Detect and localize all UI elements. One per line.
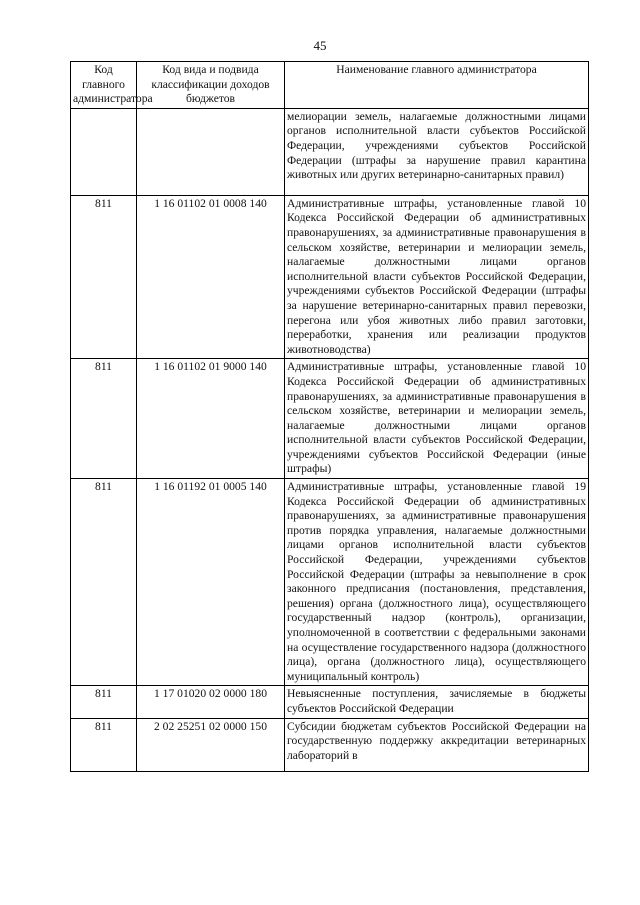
admin-code-cell: 811 xyxy=(71,479,137,686)
admin-name-cell: мелиорации земель, налагаемые должностными лицами органов исполнительной власти субъектов Российской Федерации, учреждениями субъектов Российской Федерации (штрафы за нарушение правил карантина животных или других ветеринарно-санитарных правил) xyxy=(285,108,589,195)
admin-name-cell: Административные штрафы, установленные главой 19 Кодекса Российской Федерации об административных правонарушениях, за административные правонарушения против порядка управления, налагаемые должностными лицами органов исполнительной власти субъектов Российской Федерации, учреждениями субъектов Российской Федерации (штрафы за невыполнение в срок законного предписания (постановления, представления, решения) органа (должностного лица), осуществляющего государственный надзор (контроль), организации, уполномоченной в соответствии с федеральными законами на осуществление государственного надзора (должностного лица), органа (должностного лица), осуществляющего муниципальный контроль) xyxy=(285,479,589,686)
revenue-code-cell: 1 17 01020 02 0000 180 xyxy=(137,686,285,718)
table-header-row xyxy=(71,62,589,109)
revenue-code-cell: 1 16 01192 01 0005 140 xyxy=(137,479,285,686)
admin-name-cell: Субсидии бюджетам субъектов Российской Федерации на государственную поддержку аккредитации ветеринарных лабораторий в xyxy=(285,718,589,771)
admin-code-cell xyxy=(71,108,137,195)
table-row xyxy=(71,359,589,479)
admin-code-cell: 811 xyxy=(71,686,137,718)
header-admin-code: Код главного администратора xyxy=(71,62,137,109)
table-row xyxy=(71,108,589,195)
admin-name-cell: Невыясненные поступления, зачисляемые в бюджеты субъектов Российской Федерации xyxy=(285,686,589,718)
admin-code-cell: 811 xyxy=(71,359,137,479)
revenue-code-cell xyxy=(137,108,285,195)
revenue-code-cell: 1 16 01102 01 9000 140 xyxy=(137,359,285,479)
table-row xyxy=(71,195,589,359)
table-row xyxy=(71,479,589,686)
header-admin-name: Наименование главного администратора xyxy=(285,62,589,109)
admin-name-cell: Административные штрафы, установленные главой 10 Кодекса Российской Федерации об административных правонарушениях, за административные правонарушения в сельском хозяйстве, ветеринарии и мелиорации земель, налагаемые должностными лицами органов исполнительной власти субъектов Российской Федерации, учреждениями субъектов Российской Федерации (штрафы за нарушение ветеринарно-санитарных правил перевозки, перегона или убоя животных либо правил заготовки, переработки, хранения или реализации продуктов животноводства) xyxy=(285,195,589,359)
admin-code-cell: 811 xyxy=(71,718,137,771)
admin-name-cell: Административные штрафы, установленные главой 10 Кодекса Российской Федерации об административных правонарушениях, за административные правонарушения в сельском хозяйстве, ветеринарии и мелиорации земель, налагаемые должностными лицами органов исполнительной власти субъектов Российской Федерации, учреждениями субъектов Российской Федерации (иные штрафы) xyxy=(285,359,589,479)
table-row xyxy=(71,718,589,771)
revenue-code-cell: 1 16 01102 01 0008 140 xyxy=(137,195,285,359)
admin-code-cell: 811 xyxy=(71,195,137,359)
revenue-code-cell: 2 02 25251 02 0000 150 xyxy=(137,718,285,771)
header-revenue-code: Код вида и подвида классификации доходов бюджетов xyxy=(137,62,285,109)
revenue-administrators-table xyxy=(70,61,589,772)
table-row xyxy=(71,686,589,718)
page-number: 45 xyxy=(313,38,327,53)
